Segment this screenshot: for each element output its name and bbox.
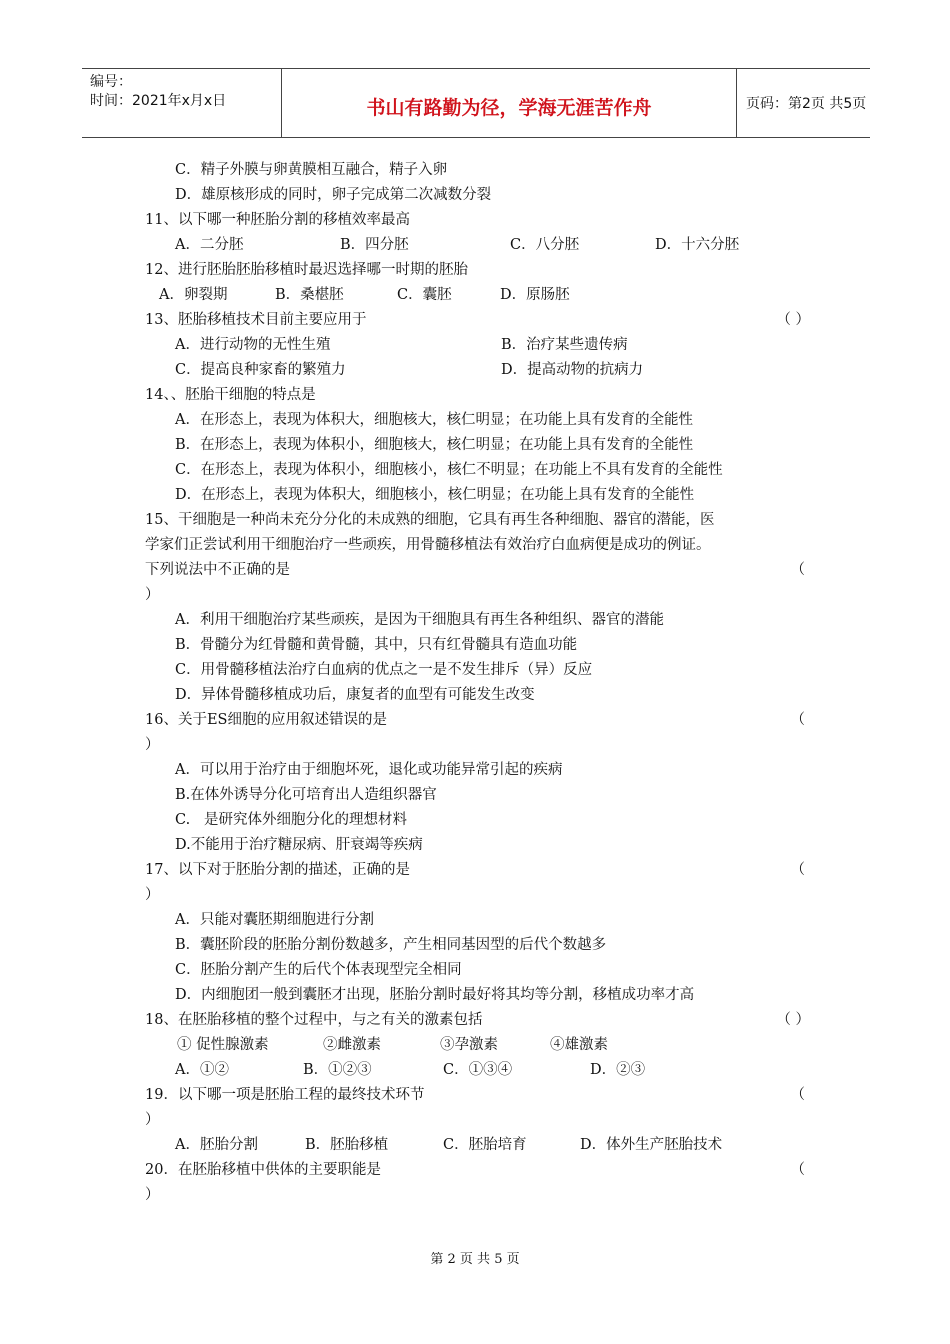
- answer-paren: （ ）: [776, 312, 810, 328]
- option-line: D．异体骨髓移植成功后，康复者的血型有可能发生改变: [175, 687, 535, 703]
- option-line: C．精子外膜与卵黄膜相互融合，精子入卵: [175, 162, 448, 178]
- answer-paren-close: ）: [145, 587, 160, 603]
- option: D．②③: [590, 1062, 646, 1078]
- option-line: D．内细胞团一般到囊胚才出现，胚胎分割时最好将其均等分割，移植成功率才高: [175, 987, 695, 1003]
- document-body: [145, 158, 810, 1208]
- question-text: 19．以下哪一项是胚胎工程的最终技术环节: [145, 1087, 425, 1103]
- option-line: B.在体外诱导分化可培育出人造组织器官: [175, 787, 437, 803]
- option: D．提高动物的抗病力: [501, 362, 644, 378]
- option: B．桑椹胚: [275, 287, 344, 303]
- question-16: [145, 708, 805, 733]
- question-17: [145, 858, 805, 883]
- option-line: B．在形态上，表现为体积小，细胞核大，核仁明显；在功能上具有发育的全能性: [175, 437, 694, 453]
- motto: 书山有路勤为径，学海无涯苦作舟: [366, 97, 652, 119]
- header-page-cell: [736, 69, 870, 137]
- question-12-options: [145, 283, 805, 308]
- option-line: A．只能对囊胚期细胞进行分割: [175, 912, 374, 928]
- question-15-line3: [145, 558, 805, 583]
- question-text: 13、胚胎移植技术目前主要应用于: [145, 312, 367, 328]
- question-text: 下列说法中不正确的是: [145, 562, 290, 578]
- option: A．二分胚: [175, 237, 244, 253]
- option-line: C．在形态上，表现为体积小，细胞核小，核仁不明显；在功能上不具有发育的全能性: [175, 462, 723, 478]
- answer-paren-close: ）: [145, 1112, 160, 1128]
- question-text: 18、在胚胎移植的整个过程中，与之有关的激素包括: [145, 1012, 483, 1028]
- answer-paren-close: ）: [145, 737, 160, 753]
- page-header: [82, 68, 870, 138]
- option: D．体外生产胚胎技术: [580, 1137, 723, 1153]
- option: A．卵裂期: [159, 287, 228, 303]
- option: C．八分胚: [510, 237, 580, 253]
- item: ③孕激素: [440, 1037, 498, 1053]
- question-18-items: [145, 1033, 805, 1058]
- question-14: 14、、胚胎干细胞的特点是: [145, 387, 316, 403]
- option-line: D．在形态上，表现为体积大，细胞核小，核仁明显；在功能上具有发育的全能性: [175, 487, 695, 503]
- page-info: 页码：第2页 共5页: [746, 96, 867, 112]
- question-text: 16、关于ES细胞的应用叙述错误的是: [145, 712, 387, 728]
- question-20: [145, 1158, 805, 1183]
- question-13-options-cd: [145, 358, 805, 383]
- item: ④雄激素: [550, 1037, 608, 1053]
- option: A．①②: [175, 1062, 229, 1078]
- option: C．提高良种家畜的繁殖力: [175, 362, 346, 378]
- question-15-line1: 15、干细胞是一种尚未充分分化的未成熟的细胞，它具有再生各种细胞、器官的潜能，医: [145, 512, 715, 528]
- option: B．①②③: [303, 1062, 372, 1078]
- answer-paren-open: （: [790, 712, 805, 728]
- option: B．治疗某些遗传病: [501, 337, 628, 353]
- question-12: 12、进行胚胎胚胎移植时最迟选择哪一时期的胚胎: [145, 262, 468, 278]
- time-label: 时间：2021年x月x日: [90, 93, 227, 109]
- option: B．四分胚: [340, 237, 409, 253]
- question-11: 11、以下哪一种胚胎分割的移植效率最高: [145, 212, 410, 228]
- question-19: [145, 1083, 805, 1108]
- option-line: A．可以用于治疗由于细胞坏死，退化或功能异常引起的疾病: [175, 762, 563, 778]
- answer-paren: （ ）: [776, 1012, 810, 1028]
- answer-paren-close: ）: [145, 1187, 160, 1203]
- question-11-options: [145, 233, 805, 258]
- question-text: 17、以下对于胚胎分割的描述，正确的是: [145, 862, 410, 878]
- answer-paren-open: （: [790, 862, 805, 878]
- page-footer: 第 2 页 共 5 页: [430, 1252, 520, 1267]
- option-line: C. 是研究体外细胞分化的理想材料: [175, 812, 408, 828]
- option: C．囊胚: [397, 287, 452, 303]
- item: ① 促性腺激素: [177, 1037, 269, 1053]
- answer-paren-open: （: [790, 1087, 805, 1103]
- answer-paren-close: ）: [145, 887, 160, 903]
- option-line: D.不能用于治疗糖尿病、肝衰竭等疾病: [175, 837, 423, 853]
- header-motto-cell: [281, 69, 737, 137]
- option-line: A．利用干细胞治疗某些顽疾，是因为干细胞具有再生各种组织、器官的潜能: [175, 612, 664, 628]
- item: ②雌激素: [323, 1037, 381, 1053]
- answer-paren-open: （: [790, 562, 805, 578]
- question-18-options: [145, 1058, 805, 1083]
- option: C．胚胎培育: [443, 1137, 527, 1153]
- option-line: C．胚胎分割产生的后代个体表现型完全相同: [175, 962, 462, 978]
- question-13: [145, 308, 810, 333]
- option-line: B．骨髓分为红骨髓和黄骨髓，其中，只有红骨髓具有造血功能: [175, 637, 578, 653]
- option-line: C．用骨髓移植法治疗白血病的优点之一是不发生排斥（异）反应: [175, 662, 593, 678]
- option: D．十六分胚: [655, 237, 740, 253]
- option-line: A．在形态上，表现为体积大，细胞核大，核仁明显；在功能上具有发育的全能性: [175, 412, 693, 428]
- question-13-options-ab: [145, 333, 805, 358]
- option: D．原肠胚: [500, 287, 570, 303]
- option: C．①③④: [443, 1062, 513, 1078]
- option: A．胚胎分割: [175, 1137, 258, 1153]
- option-line: D．雄原核形成的同时，卵子完成第二次减数分裂: [175, 187, 492, 203]
- number-label: 编号：: [90, 74, 132, 90]
- question-19-options: [145, 1133, 805, 1158]
- question-text: 20．在胚胎移植中供体的主要职能是: [145, 1162, 381, 1178]
- option-line: B．囊胚阶段的胚胎分割份数越多，产生相同基因型的后代个数越多: [175, 937, 607, 953]
- option: B．胚胎移植: [305, 1137, 389, 1153]
- question-15-line2: 学家们正尝试利用干细胞治疗一些顽疾，用骨髓移植法有效治疗白血病便是成功的例证。: [145, 537, 711, 553]
- header-meta: [82, 69, 281, 137]
- answer-paren-open: （: [790, 1162, 805, 1178]
- option: A．进行动物的无性生殖: [175, 337, 331, 353]
- question-18: [145, 1008, 810, 1033]
